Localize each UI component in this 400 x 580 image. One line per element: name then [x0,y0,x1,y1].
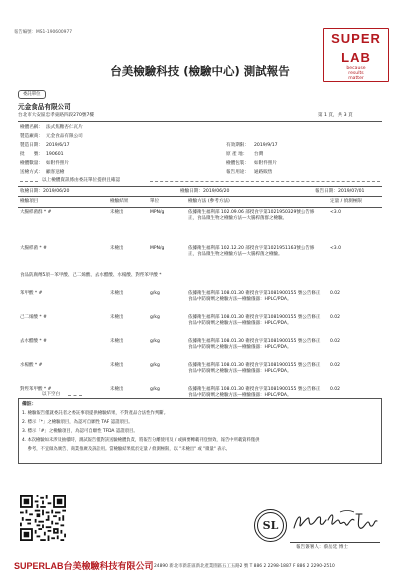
col-header-method: 檢驗方法 (參考方法) [188,199,230,204]
info-label: 送檢方式： [20,170,43,175]
info-label: 有效期限： [226,143,249,148]
divider [18,186,382,187]
test-date: 檢驗日期：2019/06/20 [180,189,230,194]
divider [18,207,382,208]
note-line: 4. 本次檢驗如未涉及抽樣時，測試報告僅對該送驗檢體負責，將報告分離使用及 / 或摘要轉載刊登無效，報告中所載資料僅供 [22,438,260,443]
col-header-item: 檢驗項目 [20,199,39,204]
notes-box [18,398,382,464]
table-cell-unit: MPN/g [150,210,165,215]
logo-tagline-3: matter [348,76,364,82]
info-value: 法式焦糖杏仁瓦片 [46,125,83,130]
handwritten-signature-icon [290,508,382,538]
table-group-heading: 食品防腐劑5項－苯甲酸、己二烯酸、去水醋酸、水楊酸、對羥苯甲酸 * [20,273,162,278]
table-cell-item: 大腸桿菌 * # [20,246,47,251]
info-label: 報告用途： [226,170,249,175]
table-cell-unit: g/kg [150,315,160,320]
table-cell-item: 己二烯酸 * # [20,315,47,320]
info-value: 通路販售 [254,170,273,175]
table-cell-method: 依據衛生福利部 108.01.30 衛授食字第1081900155 號公告修正食品中防腐劑之檢驗方法—檢驗儀器：HPLC/PDA。 [188,339,321,350]
info-value: 如附件照片 [46,161,69,166]
info-value: 元金食品有限公司 [46,134,83,139]
table-cell-unit: g/kg [150,291,160,296]
logo-tagline-1: because [346,66,366,71]
table-cell-loq: <3.0 [330,246,341,251]
table-cell-method: 依據衛生福利部 102.12.20 部授食字第1021951163號公告修正，食品微生物之檢驗方法—大腸桿菌之檢驗。 [188,246,315,257]
dash-line [68,395,82,396]
table-cell-result: 未檢出 [110,363,124,368]
dash-line [20,181,38,182]
info-label: 批 號： [20,152,43,157]
footer-address: 24890 新北市新莊區新北產業園區五工五路2 號 T 886 2 2298-1887 F 886 2 2290-2510 [154,564,335,569]
note-line: 1. 檢驗報告僅就委託者之委託事項提供檢驗結果，不對產品合法性作判斷。 [22,411,169,416]
provided-note: 以上檢體資訊係由委託單位提供且確認 [42,178,121,183]
info-value: 2019/6/17 [46,143,70,148]
table-cell-loq: 0.02 [330,315,341,320]
table-cell-loq: 0.02 [330,387,341,392]
info-value: 台灣 [254,152,264,157]
table-cell-unit: g/kg [150,387,160,392]
info-value: 顧客送檢 [46,170,65,175]
table-cell-method: 依據衛生福利部 108.01.30 衛授食字第1081900155 號公告修正食品中防腐劑之檢驗方法—檢驗儀器：HPLC/PDA。 [188,387,323,399]
table-cell-loq: <3.0 [330,210,341,215]
info-label: 製造日期： [20,143,43,148]
table-end-note: 以下空白 [42,392,60,397]
table-cell-item: 水楊酸 * # [20,363,43,368]
table-cell-result: 未檢出 [110,246,124,251]
report-title: 台美檢驗科技 (檢驗中心) 測試報告 [110,64,290,78]
report-date: 報告日期：2019/07/01 [315,189,365,194]
info-label: 檢體名稱： [20,125,43,130]
info-value: 2019/9/17 [254,143,278,148]
table-cell-result: 未檢出 [110,387,124,392]
col-header-loq: 定量 / 偵測極限 [330,199,363,204]
logo-line2: LAB [341,50,371,65]
logo-tagline-2: results [348,71,364,77]
table-cell-method: 依據衛生福利部 102.09.06 部授食字第1021950329號公告修正，食品微生物之檢驗方法—大腸桿菌群之檢驗。 [188,210,315,221]
page-number: 第 1 頁，共 3 頁 [318,113,353,118]
certification-seal-icon [254,509,287,542]
seal-text: SL [262,519,279,532]
divider [18,121,382,122]
table-cell-loq: 0.02 [330,363,341,368]
client-tag: 委託單位 [18,90,46,99]
table-cell-method: 依據衛生福利部 108.01.30 衛授食字第1081900155 號公告修正食品中防腐劑之檢驗方法—檢驗儀器：HPLC/PDA。 [188,291,321,302]
divider [18,196,382,197]
table-cell-item: 苯甲酸 * # [20,291,43,296]
info-label: 檢體數量： [20,161,43,166]
info-label: 原 產 地： [226,152,248,157]
note-line: 3. 標示「#」之檢驗項目，為認可自願性 TFDA 認證項目。 [22,429,138,434]
table-cell-result: 未檢出 [110,210,124,215]
table-cell-method: 依據衛生福利部 108.01.30 衛授食字第1081900155 號公告修正食品中防腐劑之檢驗方法—檢驗儀器：HPLC/PDA。 [188,315,321,326]
table-cell-method: 依據衛生福利部 108.01.30 衛授食字第1081900155 號公告修正食品中防腐劑之檢驗方法—檢驗儀器：HPLC/PDA。 [188,363,321,374]
dash-line [150,181,380,182]
info-value: 190601 [46,152,64,157]
logo-line1: SUPER [331,31,381,46]
info-value: 如附件照片 [254,161,277,166]
table-cell-loq: 0.02 [330,291,341,296]
col-header-unit: 單位 [150,199,160,204]
client-name: 元金食品有限公司 [18,103,71,111]
table-cell-unit: g/kg [150,363,160,368]
info-label: 製造廠商： [20,134,43,139]
qr-code-icon [20,495,66,541]
signer-name: 報告簽署人：蔡岳廷 博士 [296,545,348,550]
table-cell-unit: g/kg [150,339,160,344]
table-cell-item: 對羥苯甲酸 * # [20,387,52,392]
table-cell-item: 去水醋酸 * # [20,339,47,344]
note-line: 2. 標示「*」之檢驗項目，為認可自願性 TAF 認證項目。 [22,420,133,425]
table-cell-result: 未檢出 [110,339,124,344]
note-line: 參考，不宜做為廣告、商業推廣及訴訟用。當檢驗結果低於定量 / 偵測極限，以 "未檢出" 或 "微量" 表示。 [22,447,230,452]
footer-brand: SUPERLAB台美檢驗科技有限公司 [14,561,154,571]
table-cell-result: 未檢出 [110,291,124,296]
table-cell-item: 大腸桿菌群 * # [20,210,52,215]
signature-line [290,542,380,543]
table-cell-loq: 0.02 [330,339,341,344]
col-header-result: 檢驗結果 [110,199,129,204]
notes-title: 備註： [22,402,37,407]
info-label: 檢體包裝： [226,161,249,166]
report-code: 報告編號：MS1-190600977 [14,30,73,35]
table-cell-unit: MPN/g [150,246,165,251]
client-address: 台北市大安區忠孝東路四段270號7樓 [18,113,95,118]
received-date: 收檢日期：2019/06/20 [20,189,70,194]
table-cell-result: 未檢出 [110,315,124,320]
